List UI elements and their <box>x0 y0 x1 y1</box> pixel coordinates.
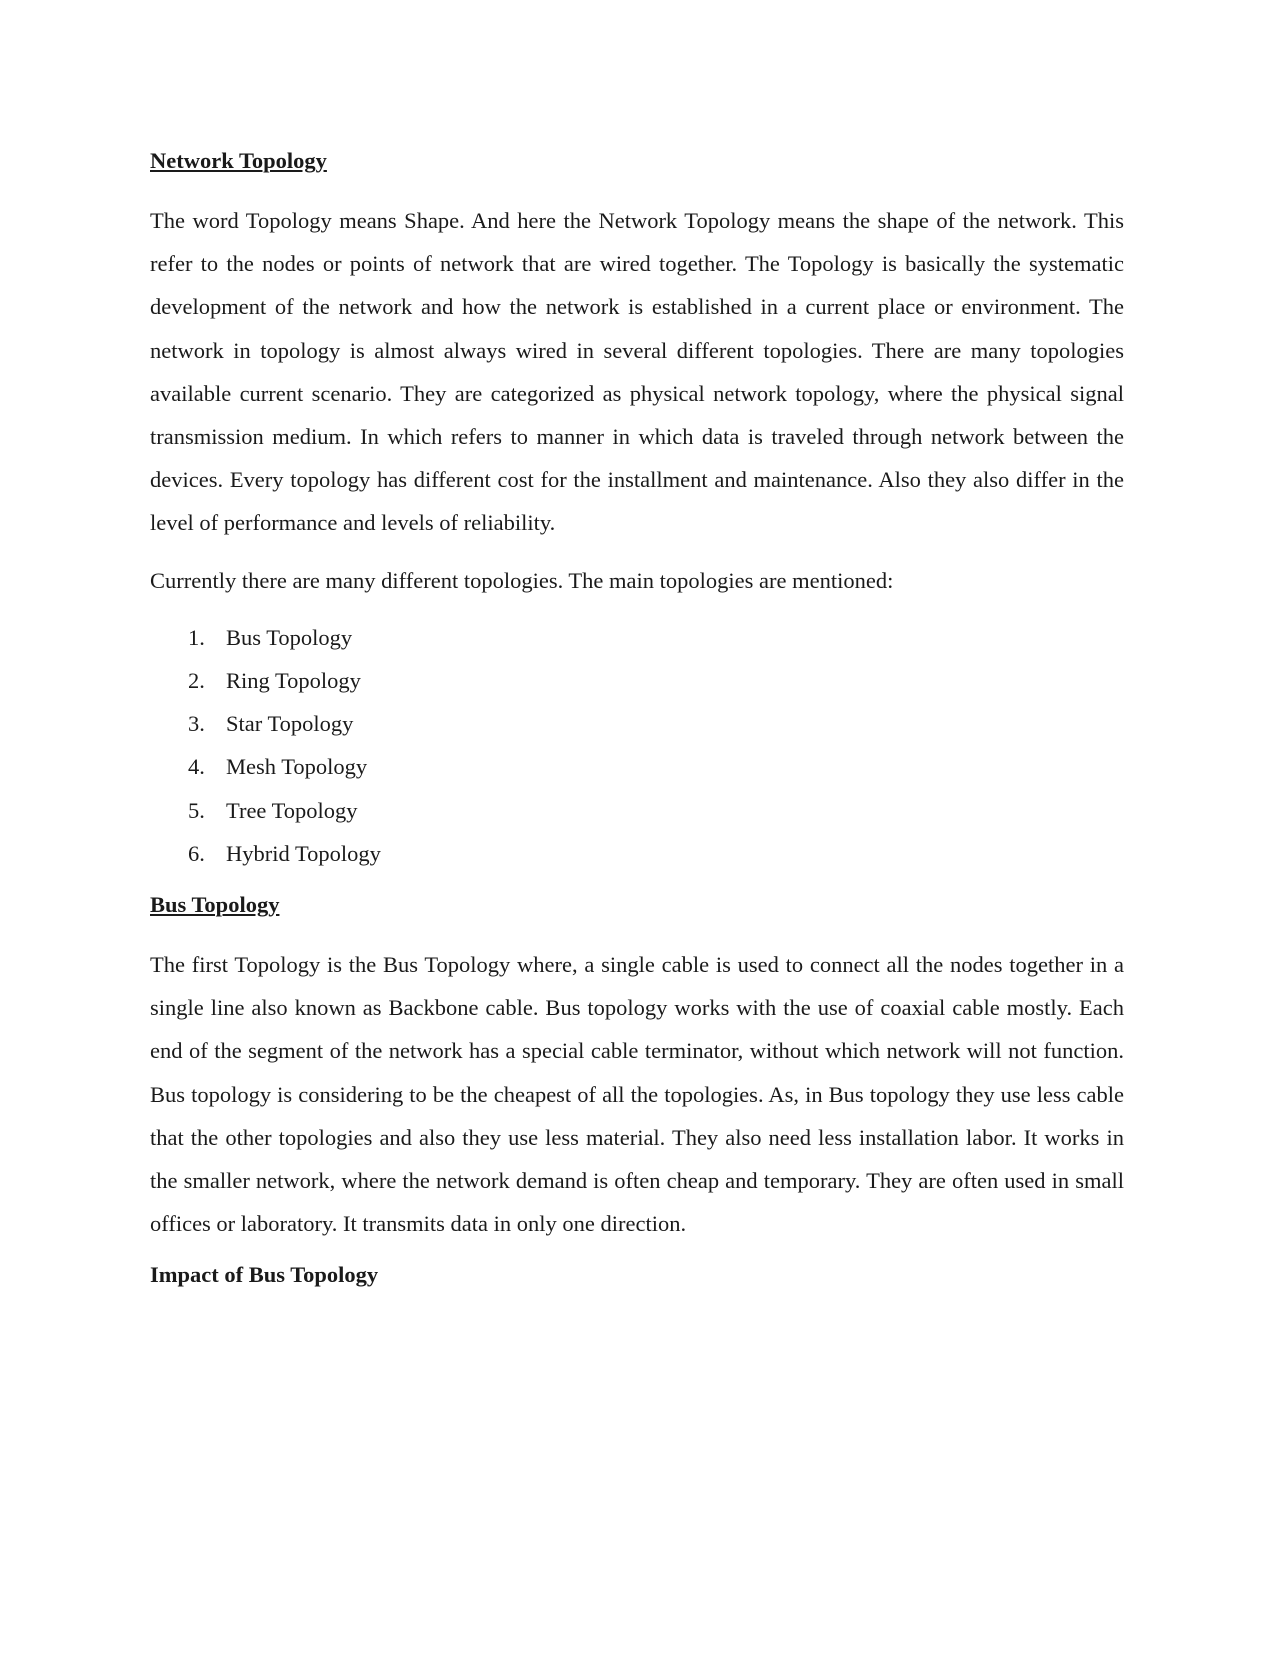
list-item-number: 5. <box>188 797 205 823</box>
list-item <box>150 616 1124 659</box>
list-item-number: 2. <box>188 668 205 694</box>
intro-paragraph: The word Topology means Shape. And here the Network Topology means the shape of the network. This refer to the nodes or points of network that are wired together. The Topology is basically the systematic development of the network and how the network is established in a current place or environment. The network in topology is almost always wired in several different topologies. There are many topologies available current scenario. They are categorized as physical network topology, where the physical signal transmission medium. In which refers to manner in which data is traveled through network between the devices. Every topology has different cost for the installment and maintenance. Also they also differ in the level of performance and levels of reliability. <box>150 208 1124 536</box>
list-item <box>150 702 1124 745</box>
topology-list <box>150 616 1124 875</box>
list-item-number: 1. <box>188 624 205 650</box>
list-item-label: Tree Topology <box>226 797 358 823</box>
list-item-number: 4. <box>188 754 205 780</box>
list-item <box>150 789 1124 832</box>
list-item <box>150 832 1124 875</box>
document-page <box>150 145 1124 1313</box>
list-item-label: Hybrid Topology <box>226 840 381 866</box>
bus-topology-paragraph: The first Topology is the Bus Topology where, a single cable is used to connect all the nodes together in a single line also known as Backbone cable. Bus topology works with the use of coaxial cable mostly. Each end of the segment of the network has a special cable terminator, without which network will not function. Bus topology is considering to be the cheapest of all the topologies. As, in Bus topology they use less cable that the other topologies and also they use less material. They also need less installation labor. It works in the smaller network, where the network demand is often cheap and temporary. They are often used in small offices or laboratory. It transmits data in only one direction. <box>150 952 1124 1237</box>
list-intro: Currently there are many different topologies. The main topologies are mentioned: <box>150 567 894 593</box>
list-item-label: Star Topology <box>226 711 354 737</box>
list-item-number: 6. <box>188 840 205 866</box>
document-title: Network Topology <box>150 148 327 173</box>
list-item-label: Mesh Topology <box>226 754 368 780</box>
bus-topology-heading: Bus Topology <box>150 892 280 918</box>
list-item <box>150 659 1124 702</box>
impact-heading: Impact of Bus Topology <box>150 1262 379 1288</box>
list-item-label: Ring Topology <box>226 668 361 694</box>
list-item-label: Bus Topology <box>226 624 353 650</box>
list-item-number: 3. <box>188 711 205 737</box>
list-item <box>150 745 1124 788</box>
